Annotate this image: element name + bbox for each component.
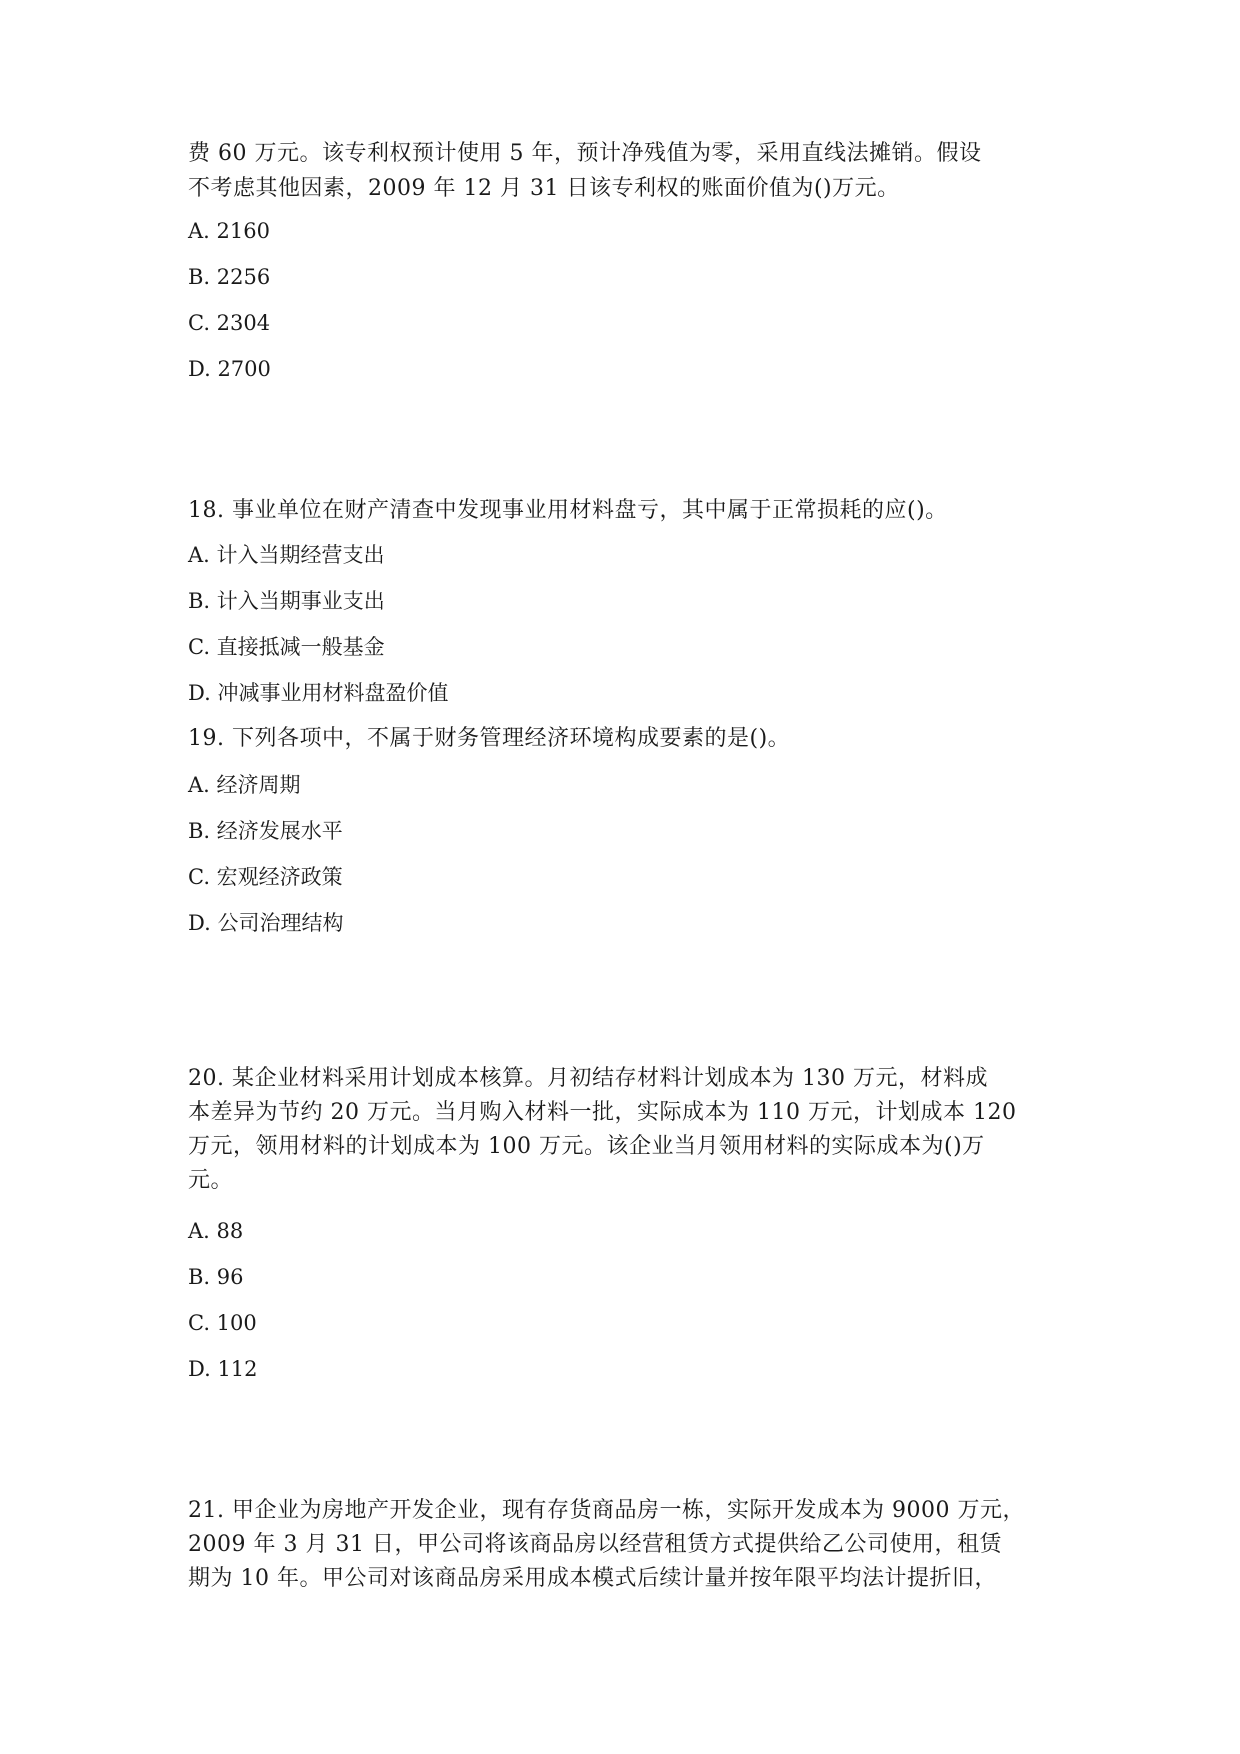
question-stem-line: 不考虑其他因素，2009 年 12 月 31 日该专利权的账面价值为()万元。 [188, 176, 900, 201]
option-c: C. 2304 [188, 311, 271, 335]
question-stem-line: 万元，领用材料的计划成本为 100 万元。该企业当月领用材料的实际成本为()万 [188, 1134, 985, 1159]
option-c: C. 宏观经济政策 [188, 865, 343, 889]
option-c: C. 100 [188, 1311, 257, 1335]
question-stem-line: 元。 [188, 1168, 234, 1193]
option-b: B. 96 [188, 1265, 244, 1289]
option-a: A. 经济周期 [188, 773, 301, 797]
question-stem-line: 2009 年 3 月 31 日，甲公司将该商品房以经营租赁方式提供给乙公司使用，租赁 [188, 1532, 1002, 1557]
option-b: B. 计入当期事业支出 [188, 589, 385, 613]
question-stem-line: 期为 10 年。甲公司对该商品房采用成本模式后续计量并按年限平均法计提折旧， [188, 1566, 997, 1591]
option-a: A. 88 [188, 1219, 244, 1243]
option-c: C. 直接抵减一般基金 [188, 635, 385, 659]
option-a: A. 计入当期经营支出 [188, 543, 385, 567]
question-stem-line: 18. 事业单位在财产清查中发现事业用材料盘亏，其中属于正常损耗的应()。 [188, 498, 948, 523]
option-d: D. 公司治理结构 [188, 911, 344, 935]
option-d: D. 2700 [188, 357, 271, 381]
question-stem-line: 费 60 万元。该专利权预计使用 5 年，预计净残值为零，采用直线法摊销。假设 [188, 141, 982, 166]
question-stem-line: 19. 下列各项中，不属于财务管理经济环境构成要素的是()。 [188, 726, 791, 751]
option-b: B. 经济发展水平 [188, 819, 343, 843]
option-d: D. 冲减事业用材料盘盈价值 [188, 681, 449, 705]
question-stem-line: 本差异为节约 20 万元。当月购入材料一批，实际成本为 110 万元，计划成本 120 [188, 1100, 1017, 1125]
question-stem-line: 20. 某企业材料采用计划成本核算。月初结存材料计划成本为 130 万元，材料成 [188, 1066, 988, 1091]
question-stem-line: 21. 甲企业为房地产开发企业，现有存货商品房一栋，实际开发成本为 9000 万元， [188, 1498, 1025, 1523]
option-d: D. 112 [188, 1357, 258, 1381]
option-b: B. 2256 [188, 265, 271, 289]
option-a: A. 2160 [188, 219, 270, 243]
